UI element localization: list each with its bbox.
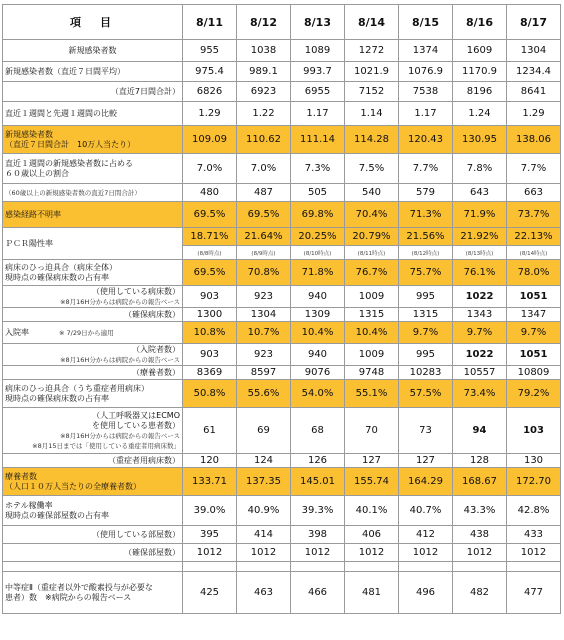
header-date: 8/11	[183, 5, 237, 40]
cell: 923	[237, 344, 291, 366]
row-label: 病床のひっ迫具合（病床全体）	[5, 262, 117, 272]
cell: 398	[291, 526, 345, 544]
cell: 69.5%	[183, 260, 237, 286]
cell: 69.8%	[291, 202, 345, 228]
header-item: 項 目	[3, 5, 183, 40]
row-label: 直近１週間と先週１週間の比較	[3, 102, 183, 126]
cell: 466	[291, 572, 345, 614]
table-row	[3, 184, 561, 202]
cell: 1309	[291, 308, 345, 322]
cell: 940	[291, 344, 345, 366]
cell: 40.9%	[237, 496, 291, 526]
cell: 7538	[399, 82, 453, 102]
cell: 76.1%	[453, 260, 507, 286]
row-label: （60歳以上の新規感染者数の直近7日間合計）	[5, 188, 141, 197]
row-label: 入院率	[5, 327, 29, 337]
cell: 540	[345, 184, 399, 202]
cell: 10283	[399, 366, 453, 380]
cell: 7.0%	[183, 154, 237, 184]
cell: 406	[345, 526, 399, 544]
cell: 7.7%	[399, 154, 453, 184]
cell: 73	[399, 408, 453, 454]
row-note: ※8月15日までは「使用している重症者用病床数」	[32, 441, 180, 450]
table-row	[3, 544, 561, 562]
row-label: 新規感染者数（直近７日間平均）	[3, 62, 183, 82]
cell: 57.5%	[399, 380, 453, 408]
cell: 8641	[507, 82, 561, 102]
header-date: 8/13	[291, 5, 345, 40]
cell: 955	[183, 40, 237, 62]
cell-note: (8/12時点)	[399, 246, 453, 260]
cell: 9748	[345, 366, 399, 380]
cell: 73.4%	[453, 380, 507, 408]
row-note: ※ 7/29日から適用	[59, 328, 114, 337]
cell: 7.0%	[237, 154, 291, 184]
cell: 1.14	[345, 102, 399, 126]
row-sublabel: 現時点の確保病床数の占有率	[5, 393, 109, 403]
cell: 940	[291, 286, 345, 308]
cell: 55.1%	[345, 380, 399, 408]
cell: 130.95	[453, 126, 507, 154]
row-label: （確保病床数）	[124, 309, 180, 319]
cell: 8597	[237, 366, 291, 380]
cell: 21.56%	[399, 228, 453, 246]
cell: 138.06	[507, 126, 561, 154]
table-row	[3, 62, 561, 82]
cell: 54.0%	[291, 380, 345, 408]
cell: 94	[453, 408, 507, 454]
cell: 111.14	[291, 126, 345, 154]
table-row	[3, 408, 561, 454]
spacer-row	[3, 562, 561, 572]
cell: 127	[345, 454, 399, 468]
table-row	[3, 308, 561, 322]
header-row	[3, 5, 561, 40]
cell: 1.29	[183, 102, 237, 126]
table-row	[3, 40, 561, 62]
cell: 975.4	[183, 62, 237, 82]
cell: 120.43	[399, 126, 453, 154]
cell: 1315	[399, 308, 453, 322]
cell: 7152	[345, 82, 399, 102]
cell: 43.3%	[453, 496, 507, 526]
row-label: ＰＣＲ陽性率	[3, 228, 183, 260]
cell: 487	[237, 184, 291, 202]
cell: 10.4%	[345, 322, 399, 344]
cell: 70	[345, 408, 399, 454]
row-sublabel: 現時点の確保病床数の占有率	[5, 272, 109, 282]
cell: 9.7%	[507, 322, 561, 344]
cell: 993.7	[291, 62, 345, 82]
cell: 1300	[183, 308, 237, 322]
cell: 155.74	[345, 468, 399, 496]
cell: 433	[507, 526, 561, 544]
cell: 1.17	[399, 102, 453, 126]
row-label: 中等症Ⅱ（重症者以外で酸素投与が必要な	[5, 582, 153, 592]
cell: 128	[453, 454, 507, 468]
cell: 9.7%	[399, 322, 453, 344]
row-label: （確保部屋数）	[124, 547, 180, 557]
cell: 1315	[345, 308, 399, 322]
cell: 414	[237, 526, 291, 544]
cell: 8369	[183, 366, 237, 380]
row-label: 病床のひっ迫具合（うち重症者用病床）	[5, 383, 149, 393]
cell: 69.5%	[237, 202, 291, 228]
cell: 137.35	[237, 468, 291, 496]
cell: 40.1%	[345, 496, 399, 526]
cell: 505	[291, 184, 345, 202]
cell: 463	[237, 572, 291, 614]
cell: 73.7%	[507, 202, 561, 228]
cell-note: (8/8時点)	[183, 246, 237, 260]
cell: 6826	[183, 82, 237, 102]
cell: 114.28	[345, 126, 399, 154]
cell: 496	[399, 572, 453, 614]
cell: 7.3%	[291, 154, 345, 184]
cell: 923	[237, 286, 291, 308]
cell: 126	[291, 454, 345, 468]
cell: 71.9%	[453, 202, 507, 228]
cell-note: (8/10時点)	[291, 246, 345, 260]
cell: 1609	[453, 40, 507, 62]
cell: 663	[507, 184, 561, 202]
cell: 103	[507, 408, 561, 454]
row-sublabel: 患者）数 ※病院からの報告ベース	[5, 592, 132, 602]
covid-indicator-table	[2, 4, 561, 614]
cell: 145.01	[291, 468, 345, 496]
cell: 480	[183, 184, 237, 202]
row-label: （重症者用病床数）	[108, 455, 180, 465]
cell: 903	[183, 286, 237, 308]
cell: 1234.4	[507, 62, 561, 82]
cell: 7.7%	[507, 154, 561, 184]
cell: 39.0%	[183, 496, 237, 526]
row-label: （直近7日間合計）	[110, 86, 180, 96]
cell: 124	[237, 454, 291, 468]
cell: 10.4%	[291, 322, 345, 344]
cell: 1012	[345, 544, 399, 562]
row-label: ホテル稼働率	[5, 500, 53, 510]
cell: 579	[399, 184, 453, 202]
table-row	[3, 154, 561, 184]
row-sublabel: 現時点の確保部屋数の占有率	[5, 510, 109, 520]
cell: 164.29	[399, 468, 453, 496]
cell: 477	[507, 572, 561, 614]
cell: 40.7%	[399, 496, 453, 526]
cell: 70.8%	[237, 260, 291, 286]
cell: 7.8%	[453, 154, 507, 184]
table-row	[3, 496, 561, 526]
cell: 482	[453, 572, 507, 614]
cell: 1272	[345, 40, 399, 62]
cell: 1347	[507, 308, 561, 322]
table-row	[3, 454, 561, 468]
cell: 1012	[291, 544, 345, 562]
row-note: ※8月16H分からは病院からの報告ベース	[60, 297, 180, 306]
cell: 75.7%	[399, 260, 453, 286]
row-note: ※8月16H分からは病院からの報告ベース	[60, 431, 180, 440]
cell: 10557	[453, 366, 507, 380]
cell: 1009	[345, 286, 399, 308]
row-label: 新規感染者数	[5, 129, 53, 139]
cell: 71.8%	[291, 260, 345, 286]
row-label: 直近１週間の新規感染者数に占める	[5, 158, 133, 168]
cell: 127	[399, 454, 453, 468]
table-row	[3, 572, 561, 614]
cell: 1343	[453, 308, 507, 322]
cell: 989.1	[237, 62, 291, 82]
cell: 9.7%	[453, 322, 507, 344]
cell: 130	[507, 454, 561, 468]
cell: 1022	[453, 286, 507, 308]
table-row	[3, 468, 561, 496]
cell: 1.29	[507, 102, 561, 126]
cell: 1012	[453, 544, 507, 562]
table-row	[3, 82, 561, 102]
cell: 55.6%	[237, 380, 291, 408]
cell: 1.22	[237, 102, 291, 126]
cell: 1.24	[453, 102, 507, 126]
cell: 1304	[507, 40, 561, 62]
header-date: 8/12	[237, 5, 291, 40]
table-row	[3, 126, 561, 154]
row-label: （使用している病床数）	[92, 286, 180, 296]
cell: 10809	[507, 366, 561, 380]
row-label: 感染経路不明率	[3, 202, 183, 228]
row-label: 新規感染者数	[68, 45, 117, 55]
cell: 9076	[291, 366, 345, 380]
row-sublabel: （直近７日間合計 10万人当たり）	[5, 139, 136, 149]
cell: 133.71	[183, 468, 237, 496]
cell: 172.70	[507, 468, 561, 496]
table-row	[3, 260, 561, 286]
row-sublabel: ６０歳以上の割合	[5, 168, 69, 178]
cell: 7.5%	[345, 154, 399, 184]
cell: 76.7%	[345, 260, 399, 286]
cell-note: (8/9時点)	[237, 246, 291, 260]
header-date: 8/14	[345, 5, 399, 40]
cell: 412	[399, 526, 453, 544]
cell: 168.67	[453, 468, 507, 496]
row-label: を使用している患者数）	[92, 420, 180, 430]
cell: 21.92%	[453, 228, 507, 246]
table-row	[3, 380, 561, 408]
table-row	[3, 526, 561, 544]
cell: 39.3%	[291, 496, 345, 526]
cell: 425	[183, 572, 237, 614]
cell: 21.64%	[237, 228, 291, 246]
cell: 69	[237, 408, 291, 454]
header-date: 8/15	[399, 5, 453, 40]
row-note: ※8月16H分からは病院からの報告ベース	[60, 355, 180, 364]
cell: 1076.9	[399, 62, 453, 82]
cell: 70.4%	[345, 202, 399, 228]
row-label: （人工呼吸器又はECMO	[92, 410, 180, 420]
table-row	[3, 344, 561, 366]
cell: 61	[183, 408, 237, 454]
table-row	[3, 366, 561, 380]
cell-note: (8/14時点)	[507, 246, 561, 260]
row-label: （療養者数）	[132, 367, 180, 377]
cell: 1038	[237, 40, 291, 62]
cell: 69.5%	[183, 202, 237, 228]
cell: 71.3%	[399, 202, 453, 228]
cell: 1170.9	[453, 62, 507, 82]
cell: 1089	[291, 40, 345, 62]
cell: 8196	[453, 82, 507, 102]
cell: 79.2%	[507, 380, 561, 408]
table-row	[3, 202, 561, 228]
cell: 1051	[507, 286, 561, 308]
cell: 1304	[237, 308, 291, 322]
cell: 1012	[183, 544, 237, 562]
header-date: 8/16	[453, 5, 507, 40]
row-sublabel: （人口１０万人当たりの全療養者数）	[5, 481, 141, 491]
cell: 481	[345, 572, 399, 614]
cell: 18.71%	[183, 228, 237, 246]
table-row	[3, 102, 561, 126]
cell-note: (8/13時点)	[453, 246, 507, 260]
table-row	[3, 322, 561, 344]
cell: 395	[183, 526, 237, 544]
cell: 10.8%	[183, 322, 237, 344]
cell: 1012	[507, 544, 561, 562]
cell: 643	[453, 184, 507, 202]
cell: 903	[183, 344, 237, 366]
cell-note: (8/11時点)	[345, 246, 399, 260]
cell: 20.25%	[291, 228, 345, 246]
cell: 438	[453, 526, 507, 544]
cell: 78.0%	[507, 260, 561, 286]
cell: 68	[291, 408, 345, 454]
cell: 20.79%	[345, 228, 399, 246]
cell: 1.17	[291, 102, 345, 126]
cell: 110.62	[237, 126, 291, 154]
cell: 995	[399, 286, 453, 308]
cell: 10.7%	[237, 322, 291, 344]
cell: 22.13%	[507, 228, 561, 246]
cell: 109.09	[183, 126, 237, 154]
header-date: 8/17	[507, 5, 561, 40]
cell: 6955	[291, 82, 345, 102]
cell: 50.8%	[183, 380, 237, 408]
row-label: （入院者数）	[132, 344, 180, 354]
cell: 1051	[507, 344, 561, 366]
cell: 1012	[399, 544, 453, 562]
cell: 1022	[453, 344, 507, 366]
cell: 42.8%	[507, 496, 561, 526]
cell: 120	[183, 454, 237, 468]
cell: 1012	[237, 544, 291, 562]
cell: 1374	[399, 40, 453, 62]
cell: 995	[399, 344, 453, 366]
cell: 6923	[237, 82, 291, 102]
cell: 1009	[345, 344, 399, 366]
row-label: （使用している部屋数）	[92, 529, 180, 539]
table-row	[3, 228, 561, 246]
cell: 1021.9	[345, 62, 399, 82]
row-label: 療養者数	[5, 471, 37, 481]
table-row	[3, 286, 561, 308]
